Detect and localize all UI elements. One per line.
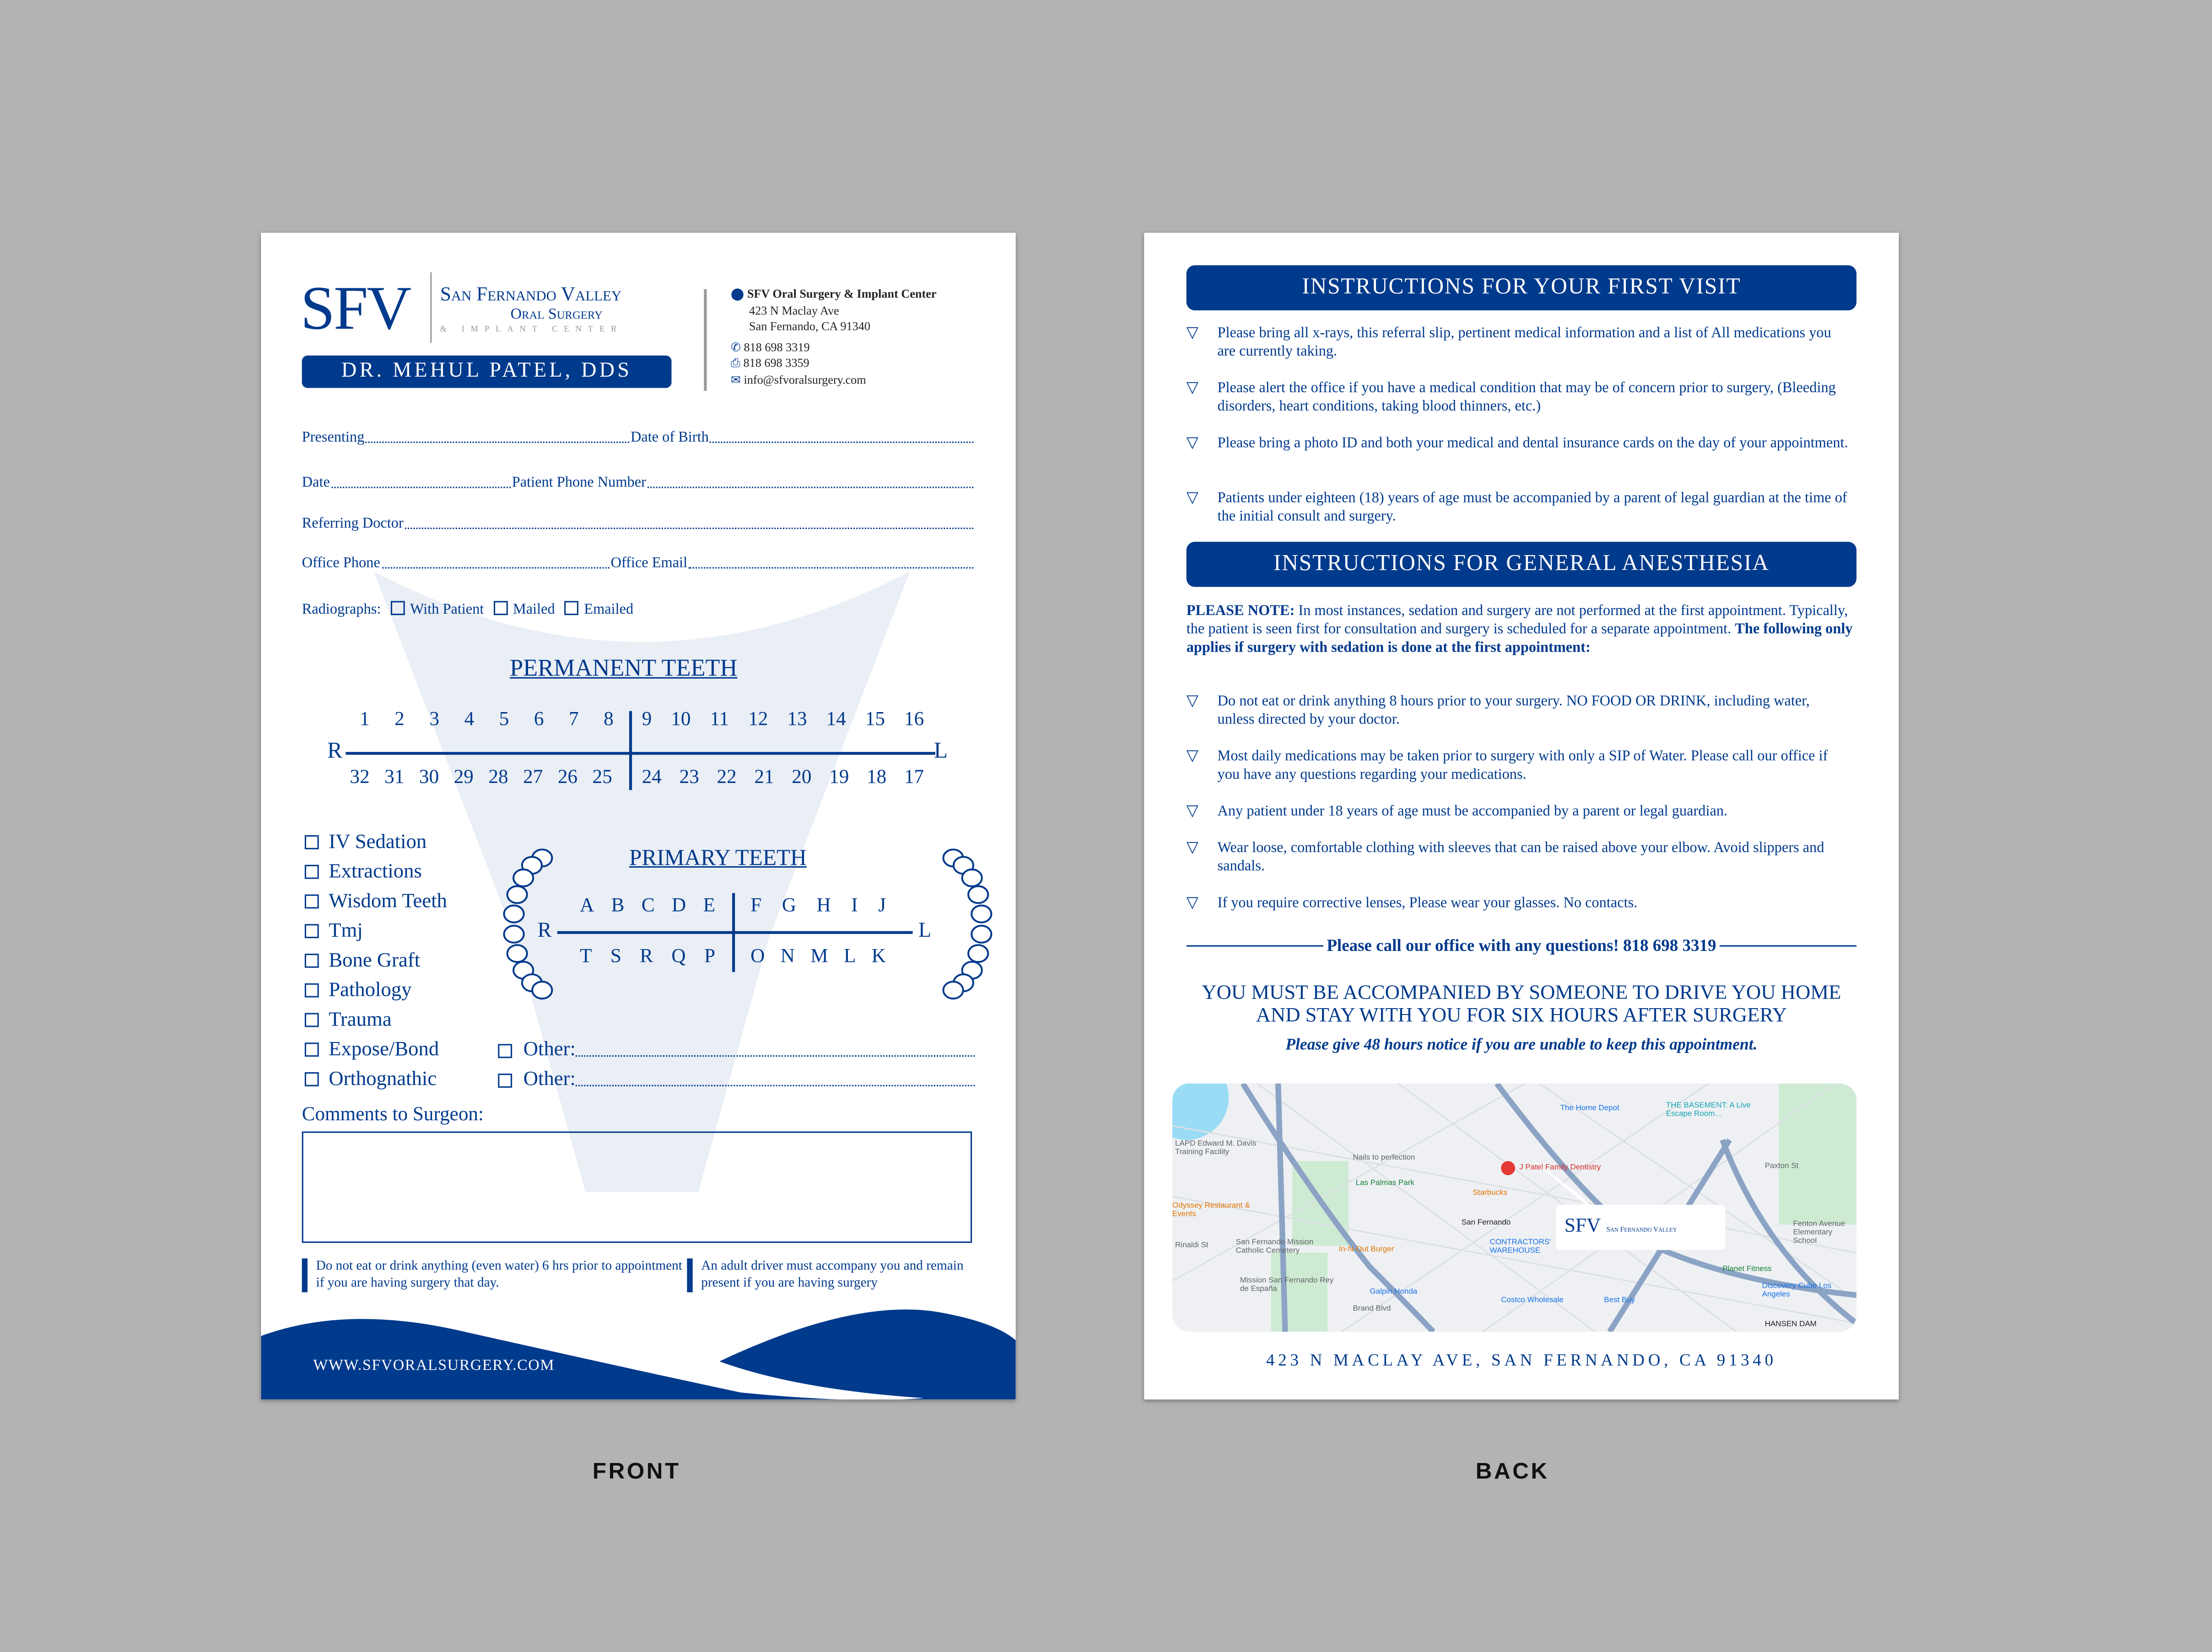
tooth-number[interactable]: 10 — [671, 709, 691, 731]
checkbox[interactable] — [305, 865, 319, 879]
presenting-field[interactable] — [366, 442, 629, 443]
contact-org: SFV Oral Surgery & Implant Center — [747, 286, 937, 301]
tooth-number[interactable]: 19 — [829, 767, 849, 789]
tooth-bullet-icon: ▽ — [1186, 324, 1198, 342]
checkbox[interactable] — [305, 895, 319, 909]
doctor-name-badge: DR. MEHUL PATEL, DDS — [302, 356, 672, 388]
contact-address1: 423 N Maclay Ave — [749, 302, 839, 317]
tooth-number[interactable]: 18 — [867, 767, 887, 789]
map-label: Brand Blvd — [1353, 1305, 1391, 1314]
tooth-bullet-icon: ▽ — [1186, 803, 1198, 820]
procedure-label: Extractions — [329, 860, 422, 883]
tooth-number[interactable]: 16 — [904, 709, 924, 731]
map-label: The Home Depot — [1560, 1104, 1619, 1113]
procedure-label: Bone Graft — [329, 949, 421, 972]
tooth-number[interactable]: 27 — [523, 767, 543, 789]
tooth-number[interactable]: 3 — [429, 709, 440, 731]
tooth-number[interactable]: 30 — [419, 767, 439, 789]
map-logo-card: SFV San Fernando Valley — [1556, 1205, 1725, 1250]
tooth-number[interactable]: 7 — [569, 709, 579, 731]
map-label: Best Buy — [1604, 1296, 1635, 1305]
contact-fax: 818 698 3359 — [743, 355, 809, 370]
brand-name: San Fernando Valley — [440, 285, 622, 306]
permanent-teeth-title: PERMANENT TEETH — [509, 654, 738, 682]
map-label: Las Palmas Park — [1355, 1179, 1414, 1188]
referring-field[interactable] — [405, 528, 973, 529]
logo-divider — [430, 272, 432, 343]
checkbox[interactable] — [305, 954, 319, 968]
primary-tooth-icon[interactable] — [944, 982, 963, 999]
primary-tooth-icon[interactable] — [504, 926, 523, 943]
notice-text: Please give 48 hours notice if you are unable to keep this appointment. — [1285, 1037, 1758, 1054]
checkbox[interactable] — [390, 601, 405, 615]
procedure-option[interactable] — [305, 1036, 439, 1065]
checkbox[interactable] — [305, 835, 319, 849]
other-field-1[interactable] — [576, 1036, 975, 1057]
tooth-number[interactable]: 23 — [679, 767, 699, 789]
instruction-text: Wear loose, comfortable clothing with sleeves that can be raised above your elbow. Avoid slippers and sandals. — [1217, 841, 1824, 875]
tooth-number[interactable]: 4 — [464, 709, 475, 731]
tooth-number[interactable]: O — [750, 946, 765, 968]
tooth-number[interactable]: 25 — [592, 767, 612, 789]
tooth-number[interactable]: 8 — [604, 709, 614, 731]
note-driver: An adult driver must accompany you and remain present if you are having surgery — [687, 1258, 983, 1292]
other-row-1: Other: — [498, 1036, 975, 1065]
map-label: Discovery Cube Los Angeles — [1762, 1282, 1832, 1300]
procedure-option[interactable] — [305, 947, 420, 977]
primary-tooth-icon[interactable] — [504, 906, 523, 923]
procedure-option[interactable] — [305, 1065, 437, 1095]
tooth-number[interactable]: J — [878, 896, 886, 917]
map-label: Planet Fitness — [1722, 1265, 1772, 1274]
tooth-number[interactable]: K — [871, 946, 886, 968]
tooth-number[interactable]: P — [704, 946, 716, 968]
map-pin-icon — [1501, 1161, 1515, 1175]
checkbox[interactable] — [498, 1074, 512, 1088]
procedure-option[interactable] — [305, 828, 426, 858]
instruction-item — [1187, 435, 1850, 453]
tooth-number[interactable]: L — [843, 946, 856, 968]
tooth-number[interactable]: 29 — [453, 767, 474, 789]
tooth-number[interactable]: I — [851, 896, 858, 917]
call-text: Please call our office with any questions! 818 698 3319 — [1327, 935, 1716, 956]
email-icon: ✉ — [730, 372, 741, 386]
instruction-text: Any patient under 18 years of age must be accompanied by a parent or legal guardian. — [1217, 804, 1728, 820]
row-referring — [302, 516, 975, 532]
tooth-number[interactable]: N — [780, 946, 795, 968]
primary-r-label: R — [537, 920, 552, 943]
call-line — [1187, 935, 1856, 956]
permanent-upper-right — [360, 710, 614, 732]
radiograph-mailed[interactable]: Mailed — [493, 602, 555, 618]
radiograph-with-patient[interactable]: With Patient — [390, 602, 484, 618]
tooth-number[interactable]: S — [610, 946, 621, 968]
tooth-bullet-icon: ▽ — [1186, 489, 1198, 507]
checkbox[interactable] — [305, 1042, 319, 1057]
tooth-number[interactable]: 11 — [710, 709, 729, 731]
map-label: Fenton Avenue Elementary School — [1793, 1220, 1845, 1246]
tooth-number[interactable]: 31 — [384, 767, 405, 789]
brand-subname: Oral Surgery — [510, 306, 603, 323]
tooth-number[interactable]: 26 — [557, 767, 578, 789]
procedure-option[interactable] — [305, 976, 412, 1006]
referring-label: Referring Doctor — [302, 516, 404, 532]
tooth-number[interactable]: 14 — [826, 709, 846, 731]
office-email-field[interactable] — [689, 567, 973, 568]
checkbox[interactable] — [305, 983, 319, 998]
office-phone-label: Office Phone — [302, 556, 380, 572]
website-link[interactable]: WWW.SFVORALSURGERY.COM — [313, 1357, 555, 1374]
please-note: PLEASE NOTE: In most instances, sedation and surgery are not performed at the first appointment. Typically, the patient is seen first for consultation and surgery is scheduled for a separate appointment. The following only applies if surgery with sedation is done at the first appointment: — [1186, 604, 1853, 656]
procedure-label: Wisdom Teeth — [329, 890, 448, 913]
primary-tooth-icon[interactable] — [968, 886, 988, 903]
tooth-number[interactable]: 1 — [360, 709, 370, 731]
primary-l-label: L — [918, 920, 932, 943]
permanent-divider — [629, 711, 631, 790]
map-label: Mission San Fernando Rey de España — [1240, 1277, 1334, 1294]
tooth-number[interactable]: 13 — [787, 709, 807, 731]
header-divider — [704, 289, 707, 391]
tooth-number[interactable]: M — [810, 946, 828, 968]
anesthesia-header: INSTRUCTIONS FOR GENERAL ANESTHESIA — [1187, 542, 1856, 587]
front-card — [261, 233, 1015, 1400]
radiographs-row — [302, 601, 633, 618]
map-roads — [1172, 1084, 1856, 1332]
checkbox[interactable] — [305, 924, 319, 938]
tooth-bullet-icon: ▽ — [1186, 894, 1198, 912]
driver-warning: YOU MUST BE ACCOMPANIED BY SOMEONE TO DRIVE YOU HOME AND STAY WITH YOU FOR SIX HOURS AFTER SURGERY — [1202, 982, 1841, 1027]
tooth-number[interactable]: G — [782, 896, 796, 917]
map-label: THE BASEMENT: A Live Escape Room... — [1666, 1101, 1751, 1119]
procedure-label: IV Sedation — [329, 831, 427, 854]
phone-icon: ✆ — [730, 339, 741, 354]
comments-textarea[interactable] — [302, 1131, 972, 1243]
contact-email: info@sfvoralsurgery.com — [744, 372, 866, 386]
procedure-label: Pathology — [329, 979, 412, 1002]
tooth-number[interactable]: 28 — [488, 767, 508, 789]
procedure-option[interactable] — [305, 887, 447, 917]
tooth-number[interactable]: 9 — [642, 709, 652, 731]
tooth-number[interactable]: 12 — [748, 709, 768, 731]
first-visit-header: INSTRUCTIONS FOR YOUR FIRST VISIT — [1187, 265, 1856, 311]
procedure-label: Expose/Bond — [329, 1038, 439, 1061]
dob-label: Date of Birth — [630, 430, 709, 446]
instruction-text: Please bring a photo ID and both your medical and dental insurance cards on the day of your appointment. — [1217, 436, 1848, 452]
contact-address2: San Fernando, CA 91340 — [749, 319, 871, 333]
map-label: Nails to perfection — [1353, 1154, 1415, 1163]
primary-tooth-icon[interactable] — [532, 982, 552, 999]
map-label: J Patel Family Dentistry — [1519, 1164, 1601, 1172]
comments-label: Comments to Surgeon: — [302, 1104, 484, 1126]
contact-phone: 818 698 3319 — [744, 339, 810, 354]
procedure-option[interactable] — [305, 858, 422, 887]
instruction-text: Please bring all x-rays, this referral slip, pertinent medical information and a list of All medications you are currently taking. — [1217, 326, 1831, 360]
tooth-number[interactable]: 5 — [499, 709, 509, 731]
procedure-option[interactable] — [305, 917, 363, 947]
tooth-bullet-icon: ▽ — [1186, 434, 1198, 452]
tooth-number[interactable]: H — [816, 896, 831, 917]
primary-tooth-icon[interactable] — [971, 926, 991, 943]
patient-phone-label: Patient Phone Number — [512, 475, 646, 491]
office-phone-field[interactable] — [382, 567, 610, 568]
map-label: Odyssey Restaurant & Events — [1172, 1202, 1250, 1219]
permanent-upper-left — [642, 710, 924, 732]
instruction-item — [1187, 324, 1850, 361]
office-email-label: Office Email — [610, 556, 688, 572]
checkbox[interactable] — [493, 601, 507, 615]
checkbox[interactable] — [498, 1044, 512, 1058]
tooth-number[interactable]: C — [641, 896, 655, 917]
tooth-number[interactable]: D — [672, 896, 686, 917]
tooth-number[interactable]: 20 — [792, 767, 812, 789]
note-fasting: Do not eat or drink anything (even water) 6 hrs prior to appointment if you are having surgery that day. — [302, 1258, 686, 1292]
permanent-midline — [345, 752, 935, 754]
primary-tooth-icon[interactable] — [507, 945, 527, 962]
footer-address: 423 N MACLAY AVE, SAN FERNANDO, CA 91340 — [1266, 1350, 1777, 1370]
instruction-item — [1187, 748, 1850, 784]
procedure-label: Tmj — [329, 920, 363, 943]
map-label: Costco Wholesale — [1501, 1296, 1564, 1305]
footer-wave — [261, 1305, 1015, 1400]
tooth-number[interactable]: T — [580, 946, 592, 968]
row-presenting — [302, 430, 975, 446]
tooth-number[interactable]: A — [580, 896, 594, 917]
primary-teeth-title: PRIMARY TEETH — [629, 846, 807, 871]
procedure-option[interactable] — [305, 1006, 392, 1036]
tooth-bullet-icon: ▽ — [1186, 839, 1198, 857]
row-date — [302, 475, 975, 491]
instruction-item — [1187, 803, 1850, 821]
permanent-l-label: L — [933, 739, 948, 763]
presenting-label: Presenting — [302, 430, 365, 446]
dob-field[interactable] — [710, 442, 973, 443]
map-label: In-N-Out Burger — [1338, 1246, 1394, 1254]
map-label: San Fernando Mission Catholic Cemetery — [1235, 1238, 1314, 1256]
tooth-number[interactable]: 15 — [865, 709, 885, 731]
procedure-label: Orthognathic — [329, 1068, 437, 1091]
tooth-number[interactable]: E — [703, 896, 716, 917]
instruction-text: Most daily medications may be taken prior to surgery with only a SIP of Water. Please call our office if you have any questions regarding your medications. — [1217, 749, 1828, 783]
row-office — [302, 556, 975, 572]
tooth-number[interactable]: 22 — [717, 767, 737, 789]
instruction-item — [1187, 379, 1850, 416]
checkbox[interactable] — [305, 1072, 319, 1086]
permanent-lower-left — [642, 767, 924, 790]
primary-tooth-icon[interactable] — [971, 906, 991, 923]
primary-tooth-icon[interactable] — [507, 886, 527, 903]
primary-tooth-icon[interactable] — [513, 869, 533, 886]
tooth-number[interactable]: 32 — [350, 767, 370, 789]
map-label: Paxton St — [1764, 1162, 1799, 1171]
map-label: San Fernando — [1461, 1219, 1511, 1228]
instruction-text: Do not eat or drink anything 8 hours prior to your surgery. NO FOOD OR DRINK, including water, unless directed by your doctor. — [1217, 694, 1810, 728]
instruction-item — [1187, 693, 1850, 729]
tooth-number[interactable]: 24 — [642, 767, 662, 789]
other-field-2[interactable] — [576, 1065, 975, 1086]
instruction-text: Patients under eighteen (18) years of age must be accompanied by a parent of legal guardian at the time of the initial consult and surgery. — [1217, 491, 1847, 525]
permanent-lower-right — [350, 767, 612, 790]
tooth-number[interactable]: 21 — [754, 767, 774, 789]
instruction-item — [1187, 490, 1850, 526]
back-card — [1144, 233, 1899, 1400]
checkbox[interactable] — [564, 601, 578, 615]
map-label: Starbucks — [1473, 1189, 1507, 1198]
instruction-text: If you require corrective lenses, Please wear your glasses. No contacts. — [1217, 896, 1638, 912]
location-map[interactable] — [1172, 1084, 1856, 1332]
tooth-number[interactable]: Q — [671, 946, 686, 968]
procedure-label: Trauma — [329, 1009, 392, 1031]
permanent-r-label: R — [327, 739, 343, 763]
fax-icon: ⎙ — [730, 355, 740, 370]
tooth-bullet-icon: ▽ — [1186, 747, 1198, 765]
tooth-number[interactable]: 17 — [904, 767, 924, 789]
back-label: BACK — [1475, 1460, 1549, 1485]
front-label: FRONT — [592, 1460, 681, 1485]
checkbox[interactable] — [305, 1013, 319, 1027]
logo-mark: SFV — [300, 274, 410, 343]
contact-block — [731, 286, 937, 388]
tooth-number[interactable]: 2 — [394, 709, 405, 731]
map-label: Galpin Honda — [1370, 1288, 1418, 1297]
location-pin-icon: ⬤ — [730, 286, 745, 301]
map-label: HANSEN DAM — [1764, 1320, 1817, 1329]
tooth-chart-icons — [487, 832, 995, 1016]
patient-phone-field[interactable] — [647, 487, 973, 488]
instruction-text: Please alert the office if you have a medical condition that may be of concern prior to surgery, (Bleeding disorders, heart conditions, taking blood thinners, etc.) — [1217, 381, 1836, 415]
radiograph-emailed[interactable]: Emailed — [564, 602, 633, 618]
tooth-bullet-icon: ▽ — [1186, 692, 1198, 710]
tooth-bullet-icon: ▽ — [1186, 379, 1198, 397]
date-label: Date — [302, 475, 330, 491]
instruction-item — [1187, 839, 1850, 876]
primary-tooth-icon[interactable] — [962, 869, 982, 886]
radiographs-label: Radiographs: — [302, 602, 381, 618]
date-field[interactable] — [331, 487, 511, 488]
other-row-2: Other: — [498, 1065, 975, 1095]
instruction-item — [1187, 895, 1850, 913]
tooth-number[interactable]: 6 — [534, 709, 544, 731]
map-label: Rinaldi St — [1175, 1241, 1209, 1250]
tooth-number[interactable]: R — [640, 946, 653, 968]
map-label: LAPD Edward M. Davis Training Facility — [1175, 1139, 1257, 1157]
tooth-number[interactable]: B — [611, 896, 625, 917]
map-label: CONTRACTORS' WAREHOUSE — [1489, 1238, 1551, 1256]
tooth-number[interactable]: F — [750, 896, 762, 917]
brand-tagline: & IMPLANT CENTER — [440, 326, 623, 335]
primary-tooth-icon[interactable] — [968, 945, 988, 962]
